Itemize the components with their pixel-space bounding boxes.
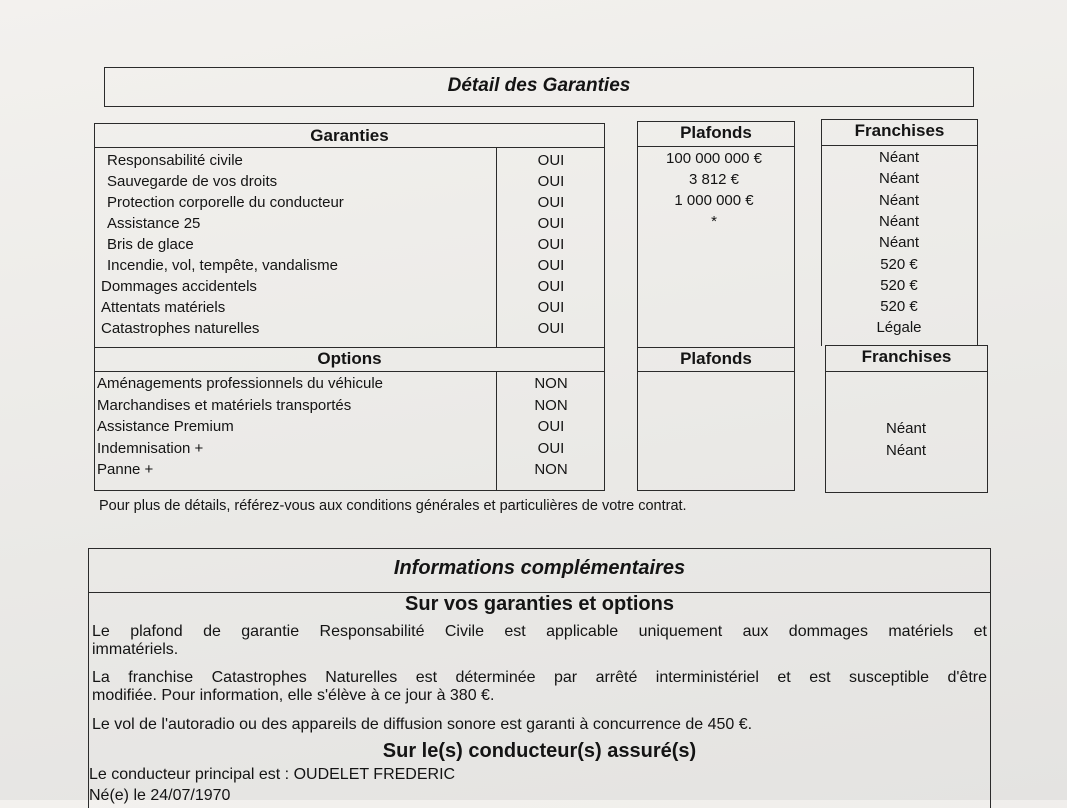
franchises-options-table xyxy=(825,345,988,493)
paragraph-autoradio: Le vol de l'autoradio ou des appareils de diffusion sonore est garanti à concurrence de 450 €. xyxy=(92,716,753,733)
franchise-option-value: Néant xyxy=(885,442,927,459)
title-box xyxy=(104,67,974,107)
option-name: Marchandises et matériels transportés xyxy=(97,396,352,414)
options-header-top xyxy=(95,347,604,348)
garanties-header: Garanties xyxy=(310,126,389,145)
options-header-divider xyxy=(95,371,604,372)
plafonds-header2-divider xyxy=(638,371,794,372)
franchise-value: 520 € xyxy=(880,255,918,273)
garantie-value: OUI xyxy=(537,278,565,295)
franchises-table xyxy=(821,119,978,346)
page-title: Détail des Garanties xyxy=(447,75,631,96)
franchise-option-value: Néant xyxy=(885,420,927,437)
paragraph-plafond-line2: immatériels. xyxy=(92,641,179,658)
franchise-value: Néant xyxy=(878,191,920,209)
garantie-name: Catastrophes naturelles xyxy=(101,320,260,337)
franchises-header2-divider xyxy=(826,371,987,372)
garantie-value: OUI xyxy=(537,257,565,274)
franchises-header: Franchises xyxy=(854,121,945,140)
garantie-name: Attentats matériels xyxy=(101,299,226,316)
plafond-value: 100 000 000 € xyxy=(666,150,762,167)
options-header: Options xyxy=(317,349,382,368)
plafond-value: * xyxy=(711,213,717,230)
garantie-name: Dommages accidentels xyxy=(101,278,257,295)
option-name: Panne + xyxy=(97,461,154,478)
info-title: Informations complémentaires xyxy=(393,557,686,579)
garantie-name: Assistance 25 xyxy=(107,215,201,232)
section-conducteur-title: Sur le(s) conducteur(s) assuré(s) xyxy=(382,740,697,762)
option-value: NON xyxy=(534,396,568,414)
garanties-header-divider xyxy=(95,147,604,148)
franchises-header-2: Franchises xyxy=(861,347,952,366)
garantie-name: Incendie, vol, tempête, vandalisme xyxy=(107,257,338,274)
plafonds-header: Plafonds xyxy=(680,123,752,142)
plafond-value: 3 812 € xyxy=(688,171,740,188)
franchise-value: Néant xyxy=(878,149,920,166)
franchise-value: Néant xyxy=(878,234,920,252)
garantie-value: OUI xyxy=(537,320,565,337)
driver-birthdate: Né(e) le 24/07/1970 xyxy=(89,787,231,804)
option-value: NON xyxy=(534,375,568,392)
franchise-value: Légale xyxy=(876,319,922,337)
garanties-table xyxy=(94,123,605,491)
plafonds-table xyxy=(637,121,795,491)
option-value: NON xyxy=(534,461,568,478)
garantie-name: Responsabilité civile xyxy=(107,152,243,169)
garantie-name: Protection corporelle du conducteur xyxy=(107,194,344,211)
garantie-name: Sauvegarde de vos droits xyxy=(107,173,278,190)
plafonds-header-2: Plafonds xyxy=(680,349,752,368)
paragraph-catnat-line2: modifiée. Pour information, elle s'élève à ce jour à 380 €. xyxy=(92,687,495,704)
franchise-value: Néant xyxy=(878,170,920,188)
garantie-value: OUI xyxy=(537,194,565,211)
garantie-value: OUI xyxy=(537,215,565,232)
paragraph-catnat-line1: La franchise Catastrophes Naturelles est déterminée par arrêté interministériel et est susceptible d'être xyxy=(92,669,987,686)
section-garanties-title: Sur vos garanties et options xyxy=(405,593,674,615)
plafond-value: 1 000 000 € xyxy=(674,192,754,209)
garantie-value: OUI xyxy=(537,299,565,316)
franchise-value: 520 € xyxy=(880,276,918,294)
franchises-header-divider xyxy=(822,145,977,146)
plafonds-header2-top xyxy=(638,347,794,348)
garantie-value: OUI xyxy=(537,152,565,169)
option-name: Indemnisation + xyxy=(97,439,204,457)
franchise-value: 520 € xyxy=(880,298,918,316)
option-value: OUI xyxy=(537,418,565,435)
info-box xyxy=(88,548,991,808)
details-note: Pour plus de détails, référez-vous aux conditions générales et particulières de votre contrat. xyxy=(99,498,687,514)
option-name: Assistance Premium xyxy=(97,418,234,435)
garantie-name: Bris de glace xyxy=(107,236,194,253)
franchise-value: Néant xyxy=(878,212,920,230)
main-driver: Le conducteur principal est : OUDELET FREDERIC xyxy=(89,766,456,783)
garantie-value: OUI xyxy=(537,173,565,190)
garantie-value: OUI xyxy=(537,236,565,253)
option-name: Aménagements professionnels du véhicule xyxy=(97,375,384,392)
plafonds-header-divider xyxy=(638,146,794,147)
option-value: OUI xyxy=(537,439,565,457)
paragraph-plafond-line1: Le plafond de garantie Responsabilité Civile est applicable uniquement aux dommages matériels et xyxy=(92,623,987,640)
